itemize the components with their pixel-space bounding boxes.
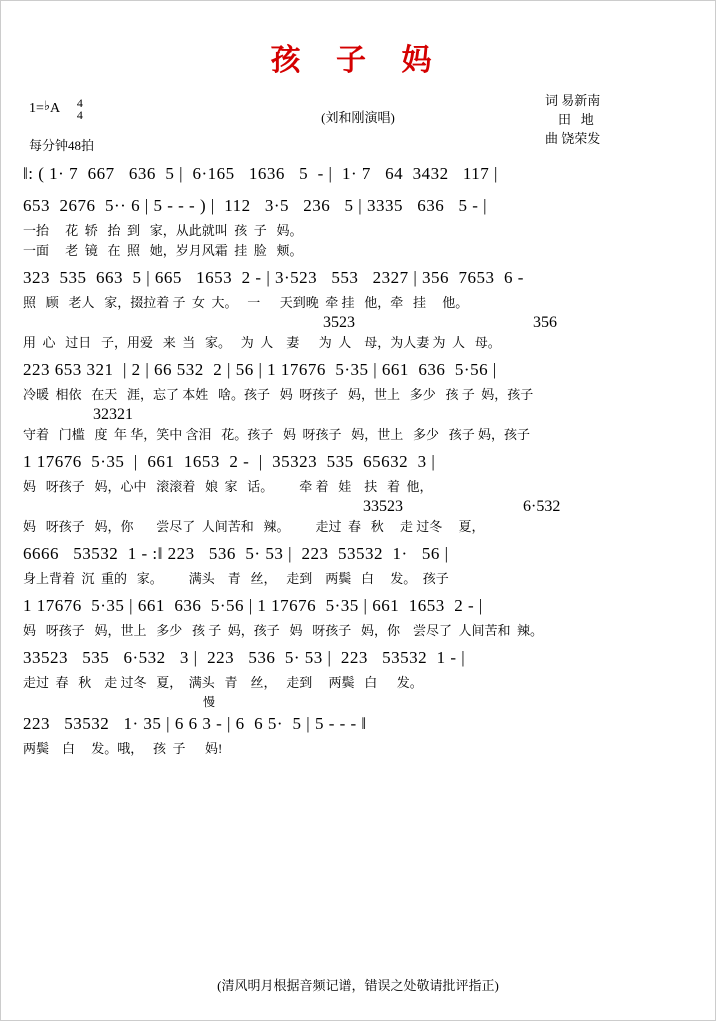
key-letter: A xyxy=(50,101,60,117)
credits-block xyxy=(545,91,665,148)
page-title: 孩 子 妈 xyxy=(270,44,446,77)
lyric-line-verse1: 身上背着 沉 重的 家。 满头 青 丝， 走到 两鬓 白 发。 孩子 xyxy=(23,571,449,586)
key-label: 1= xyxy=(29,101,44,117)
system-6 xyxy=(23,539,693,589)
lyric-line-verse1: 两鬓 白 发。哦， 孩 子 妈! xyxy=(23,741,223,756)
lyric-line-verse1: 照 顾 老人 家，掇拉着 子 女 大。 一 天到晚 牵 挂 他，牵 挂 他。 xyxy=(23,295,469,310)
notation-line: 33523 535 6·532 3 | 223 536 5· 53 | 223 53532 1 - | xyxy=(23,648,466,667)
notation-line: 1 17676 5·35 | 661 636 5·56 | 1 17676 5·35 | 661 1653 2 - | xyxy=(23,596,483,615)
footer-note: (清风明月根据音频记谱，错误之处敬请批评指正) xyxy=(217,978,499,993)
notation-line: 6666 53532 1 - :‖ 223 536 5· 53 | 223 53532 1· 56 | xyxy=(23,544,449,563)
time-signature-denominator: 4 xyxy=(76,108,83,122)
alternate-notation-a: 33523 xyxy=(363,498,403,515)
tempo-change-marking: 慢 xyxy=(203,695,216,709)
system-8 xyxy=(23,643,693,693)
lyric-line-verse1: 妈 呀孩子 妈，心中 滚滚着 娘 家 话。 牵 着 娃 扶 着 他， xyxy=(23,479,433,494)
metadata-row xyxy=(1,87,715,159)
alternate-notation-a: 3523 xyxy=(323,314,355,331)
system-7 xyxy=(23,591,693,641)
system-9 xyxy=(23,695,693,759)
notation-line: 323 535 663 5 | 665 1653 2 - | 3·523 553 2327 | 356 7653 6 - xyxy=(23,268,524,287)
lyric-line-verse1: 妈 呀孩子 妈，世上 多少 孩 子 妈，孩子 妈 呀孩子 妈，你 尝尽了 人间苦和 辣。 xyxy=(23,623,544,638)
system-2 xyxy=(23,191,693,261)
time-signature-numerator: 4 xyxy=(76,96,83,110)
lyric-line-verse1: 冷暖 相依 在天 涯，忘了 本姓 啥。孩子 妈 呀孩子 妈，世上 多少 孩 子 妈，孩子 xyxy=(23,387,534,402)
system-4 xyxy=(23,355,693,445)
credit-composer: 曲 饶荣发 xyxy=(545,131,601,146)
lyric-line-verse1: 一抬 花 轿 抬 到 家，从此就叫 孩 子 妈。 xyxy=(23,223,303,238)
alternate-notation-b: 6·532 xyxy=(523,498,561,515)
music-body xyxy=(23,159,693,759)
performer-credit: (刘和刚演唱) xyxy=(321,110,395,125)
system-1 xyxy=(23,159,693,189)
notation-line: 1 17676 5·35 | 661 1653 2 - | 35323 535 65632 3 | xyxy=(23,452,436,471)
lyric-line-verse2: 守着 门槛 度 年 华，笑中 含泪 花。孩子 妈 呀孩子 妈，世上 多少 孩子 妈，孩子 xyxy=(23,427,531,442)
lyric-line-verse2: 妈 呀孩子 妈，你 尝尽了 人间苦和 辣。 走过 春 秋 走 过冬 夏， xyxy=(23,519,485,534)
flat-symbol: ♭ xyxy=(43,98,51,114)
lyric-line-verse2: 用 心 过日 子，用爱 来 当 家。 为 人 妻 为 人 母，为人妻 为 人 母。 xyxy=(23,335,501,350)
notation-line: ‖: ( 1· 7 667 636 5 | 6·165 1636 5 - | 1· 7 64 3432 117 | xyxy=(23,164,498,183)
alternate-notation-a: 32321 xyxy=(93,406,133,423)
credit-lyricist-2: 田 地 xyxy=(545,112,594,127)
lyric-line-verse2: 一面 老 镜 在 照 她，岁月风霜 挂 脸 颊。 xyxy=(23,243,303,258)
notation-line: 223 653 321 | 2 | 66 532 2 | 56 | 1 17676 5·35 | 661 636 5·56 | xyxy=(23,360,497,379)
system-3 xyxy=(23,263,693,353)
credit-lyricist-1: 词 易新南 xyxy=(545,93,601,108)
system-5 xyxy=(23,447,693,537)
lyric-line-verse1: 走过 春 秋 走 过冬 夏， 满头 青 丝， 走到 两鬓 白 发。 xyxy=(23,675,423,690)
notation-line: 223 53532 1· 35 | 6 6 3 - | 6 6 5· 5 | 5 - - - ‖ xyxy=(23,714,367,733)
tempo-marking: 每分钟48拍 xyxy=(29,138,95,153)
alternate-notation-b: 356 xyxy=(533,314,557,331)
notation-line: 653 2676 5·· 6 | 5 - - - ) | 112 3·5 236 5 | 3335 636 5 - | xyxy=(23,196,488,215)
